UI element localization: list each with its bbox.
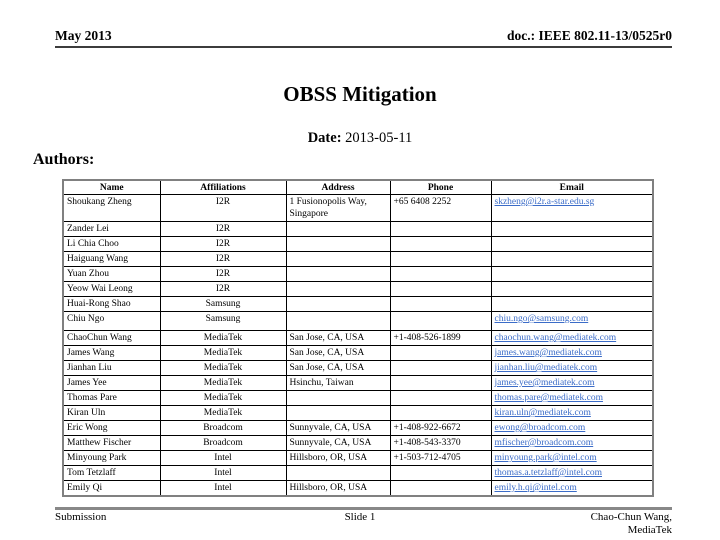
table-row [63, 252, 653, 267]
email-link[interactable]: james.wang@mediatek.com [494, 348, 602, 358]
author-address [286, 406, 390, 421]
author-affiliation: Intel [160, 451, 286, 466]
author-email-cell [491, 436, 653, 451]
author-phone: +1-408-543-3370 [390, 436, 491, 451]
author-phone [390, 252, 491, 267]
author-address: 1 Fusionopolis Way, Singapore [286, 195, 390, 222]
author-name: Emily Qi [63, 481, 160, 497]
author-phone [390, 481, 491, 497]
table-row [63, 312, 653, 331]
author-address [286, 237, 390, 252]
author-address [286, 252, 390, 267]
author-address [286, 222, 390, 237]
author-affiliation: I2R [160, 267, 286, 282]
author-affiliation: MediaTek [160, 406, 286, 421]
author-affiliation: MediaTek [160, 361, 286, 376]
author-address: Sunnyvale, CA, USA [286, 436, 390, 451]
author-address [286, 391, 390, 406]
date-label: Date: [307, 130, 342, 146]
table-row [63, 361, 653, 376]
author-name: Shoukang Zheng [63, 195, 160, 222]
author-address [286, 282, 390, 297]
author-email-cell [491, 376, 653, 391]
table-row [63, 331, 653, 346]
table-row [63, 466, 653, 481]
author-email-cell [491, 237, 653, 252]
email-link[interactable]: thomas.pare@mediatek.com [494, 393, 603, 403]
table-row [63, 436, 653, 451]
author-address: San Jose, CA, USA [286, 346, 390, 361]
table-header-row [63, 180, 653, 195]
header-rule [55, 46, 672, 48]
author-email-cell [491, 406, 653, 421]
author-email-cell [491, 331, 653, 346]
author-name: Yeow Wai Leong [63, 282, 160, 297]
author-email-cell [491, 252, 653, 267]
table-row [63, 406, 653, 421]
author-address [286, 466, 390, 481]
table-row [63, 346, 653, 361]
table-row [63, 297, 653, 312]
email-link[interactable]: emily.h.qi@intel.com [494, 483, 577, 493]
authors-table [62, 179, 654, 497]
author-email-cell [491, 346, 653, 361]
author-phone: +1-408-922-6672 [390, 421, 491, 436]
author-phone [390, 391, 491, 406]
author-phone [390, 297, 491, 312]
author-affiliation: MediaTek [160, 346, 286, 361]
author-email-cell [491, 267, 653, 282]
date-value: 2013-05-11 [345, 130, 413, 146]
author-name: James Wang [63, 346, 160, 361]
footer-author-name: Chao-Chun Wang, [590, 511, 672, 523]
author-email-cell [491, 195, 653, 222]
author-name: Li Chia Choo [63, 237, 160, 252]
author-affiliation: MediaTek [160, 331, 286, 346]
table-row [63, 481, 653, 497]
footer-rule [55, 507, 672, 510]
author-name: Chiu Ngo [63, 312, 160, 331]
page-title: OBSS Mitigation [283, 82, 437, 106]
author-phone: +1-408-526-1899 [390, 331, 491, 346]
author-affiliation: Samsung [160, 312, 286, 331]
author-affiliation: Broadcom [160, 436, 286, 451]
author-address: Hillsboro, OR, USA [286, 481, 390, 497]
table-row [63, 282, 653, 297]
table-row [63, 391, 653, 406]
email-link[interactable]: chaochun.wang@mediatek.com [494, 333, 617, 343]
author-name: Tom Tetzlaff [63, 466, 160, 481]
table-row [63, 195, 653, 222]
footer-author [472, 511, 672, 537]
author-address [286, 297, 390, 312]
author-name: Huai-Rong Shao [63, 297, 160, 312]
author-affiliation: MediaTek [160, 376, 286, 391]
authors-table-body [63, 195, 653, 497]
header-date: May 2013 [55, 28, 112, 43]
column-header-phone: Phone [390, 180, 491, 195]
author-email-cell [491, 421, 653, 436]
email-link[interactable]: kiran.uln@mediatek.com [494, 408, 591, 418]
author-phone [390, 466, 491, 481]
column-header-affiliations: Affiliations [160, 180, 286, 195]
table-row [63, 222, 653, 237]
author-email-cell [491, 481, 653, 497]
table-row [63, 237, 653, 252]
author-name: Thomas Pare [63, 391, 160, 406]
column-header-email: Email [491, 180, 653, 195]
author-name: Kiran Uln [63, 406, 160, 421]
author-name: Zander Lei [63, 222, 160, 237]
slide-header [55, 28, 672, 44]
author-affiliation: Intel [160, 481, 286, 497]
author-email-cell [491, 466, 653, 481]
date-line [0, 130, 720, 147]
author-phone: +1-503-712-4705 [390, 451, 491, 466]
author-name: Eric Wong [63, 421, 160, 436]
author-address: Hillsboro, OR, USA [286, 451, 390, 466]
email-link[interactable]: minyoung.park@intel.com [494, 453, 597, 463]
author-phone [390, 282, 491, 297]
author-phone [390, 312, 491, 331]
author-email-cell [491, 297, 653, 312]
footer-slide-number: Slide 1 [344, 511, 376, 523]
author-affiliation: I2R [160, 237, 286, 252]
author-phone [390, 237, 491, 252]
author-address [286, 267, 390, 282]
author-name: James Yee [63, 376, 160, 391]
author-affiliation: Broadcom [160, 421, 286, 436]
author-name: Matthew Fischer [63, 436, 160, 451]
table-row [63, 267, 653, 282]
author-address: San Jose, CA, USA [286, 361, 390, 376]
email-link[interactable]: james.yee@mediatek.com [494, 378, 595, 388]
author-phone [390, 267, 491, 282]
author-name: ChaoChun Wang [63, 331, 160, 346]
email-link[interactable]: mfischer@broadcom.com [494, 438, 594, 448]
author-address: San Jose, CA, USA [286, 331, 390, 346]
author-address: Hsinchu, Taiwan [286, 376, 390, 391]
author-affiliation: I2R [160, 195, 286, 222]
footer-submission: Submission [55, 511, 107, 523]
email-link[interactable]: ewong@broadcom.com [494, 423, 586, 433]
author-email-cell [491, 312, 653, 331]
author-affiliation: I2R [160, 222, 286, 237]
authors-label: Authors: [33, 151, 95, 168]
author-phone [390, 222, 491, 237]
author-address: Sunnyvale, CA, USA [286, 421, 390, 436]
author-email-cell [491, 282, 653, 297]
author-affiliation: I2R [160, 282, 286, 297]
author-affiliation: Samsung [160, 297, 286, 312]
header-doc-number: doc.: IEEE 802.11-13/0525r0 [506, 28, 672, 43]
table-row [63, 376, 653, 391]
footer-author-affiliation: MediaTek [627, 524, 672, 536]
author-email-cell [491, 361, 653, 376]
author-name: Haiguang Wang [63, 252, 160, 267]
email-link[interactable]: skzheng@i2r.a-star.edu.sg [494, 197, 595, 207]
author-phone: +65 6408 2252 [390, 195, 491, 222]
email-link[interactable]: thomas.a.tetzlaff@intel.com [494, 468, 602, 478]
email-link[interactable]: jianhan.liu@mediatek.com [494, 363, 598, 373]
author-affiliation: MediaTek [160, 391, 286, 406]
author-phone [390, 361, 491, 376]
email-link[interactable]: chiu.ngo@samsung.com [494, 314, 589, 324]
author-address [286, 312, 390, 331]
table-row [63, 451, 653, 466]
author-name: Minyoung Park [63, 451, 160, 466]
table-row [63, 421, 653, 436]
author-name: Yuan Zhou [63, 267, 160, 282]
author-affiliation: Intel [160, 466, 286, 481]
author-email-cell [491, 451, 653, 466]
author-phone [390, 346, 491, 361]
author-email-cell [491, 222, 653, 237]
author-phone [390, 406, 491, 421]
column-header-address: Address [286, 180, 390, 195]
author-affiliation: I2R [160, 252, 286, 267]
author-email-cell [491, 391, 653, 406]
column-header-name: Name [63, 180, 160, 195]
author-name: Jianhan Liu [63, 361, 160, 376]
author-phone [390, 376, 491, 391]
